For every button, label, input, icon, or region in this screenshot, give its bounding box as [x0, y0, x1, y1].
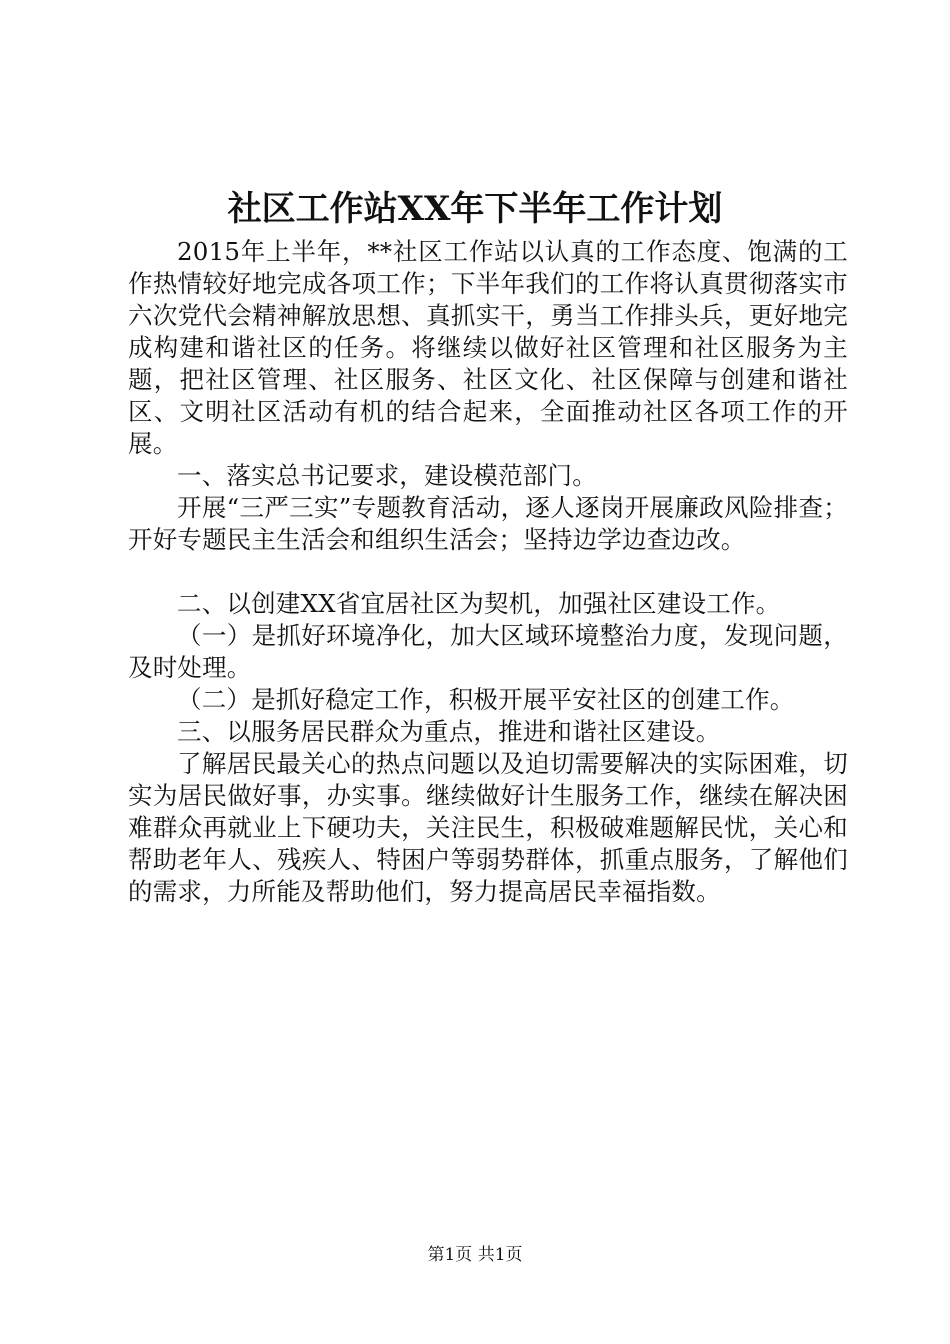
paragraph-section-3: 了解居民最关心的热点问题以及迫切需要解决的实际困难，切实为居民做好事，办实事。继续做好计生服务工作，继续在解决困难群众再就业上下硬功夫，关注民生，积极破难题解民忧，关心和帮助老年人、残疾人、特困户等弱势群体，抓重点服务，了解他们的需求，力所能及帮助他们，努力提高居民幸福指数。 — [128, 749, 848, 906]
paragraph-section-2-item-2: （二）是抓好稳定工作，积极开展平安社区的创建工作。 — [177, 685, 795, 714]
section-heading-1: 一、落实总书记要求，建设模范部门。 — [177, 461, 597, 490]
paragraph-section-1: 开展“三严三实”专题教育活动，逐人逐岗开展廉政风险排查；开好专题民主生活会和组织生活会；坚持边学边查边改。 — [128, 493, 848, 554]
document-title: 社区工作站XX年下半年工作计划 — [227, 189, 723, 229]
page-number-footer: 第1页 共1页 — [427, 1245, 523, 1265]
document-body — [128, 236, 848, 908]
section-heading-2: 二、以创建XX省宜居社区为契机，加强社区建设工作。 — [177, 589, 781, 618]
section-heading-3: 三、以服务居民群众为重点，推进和谐社区建设。 — [177, 717, 721, 746]
paragraph-intro: 2015年上半年，**社区工作站以认真的工作态度、饱满的工作热情较好地完成各项工作；下半年我们的工作将认真贯彻落实市六次党代会精神解放思想、真抓实干，勇当工作排头兵，更好地完成构建和谐社区的任务。将继续以做好社区管理和社区服务为主题，把社区管理、社区服务、社区文化、社区保障与创建和谐社区、文明社区活动有机的结合起来，全面推动社区各项工作的开展。 — [128, 237, 848, 458]
paragraph-section-2-item-1: （一）是抓好环境净化，加大区域环境整治力度，发现问题，及时处理。 — [128, 621, 848, 682]
